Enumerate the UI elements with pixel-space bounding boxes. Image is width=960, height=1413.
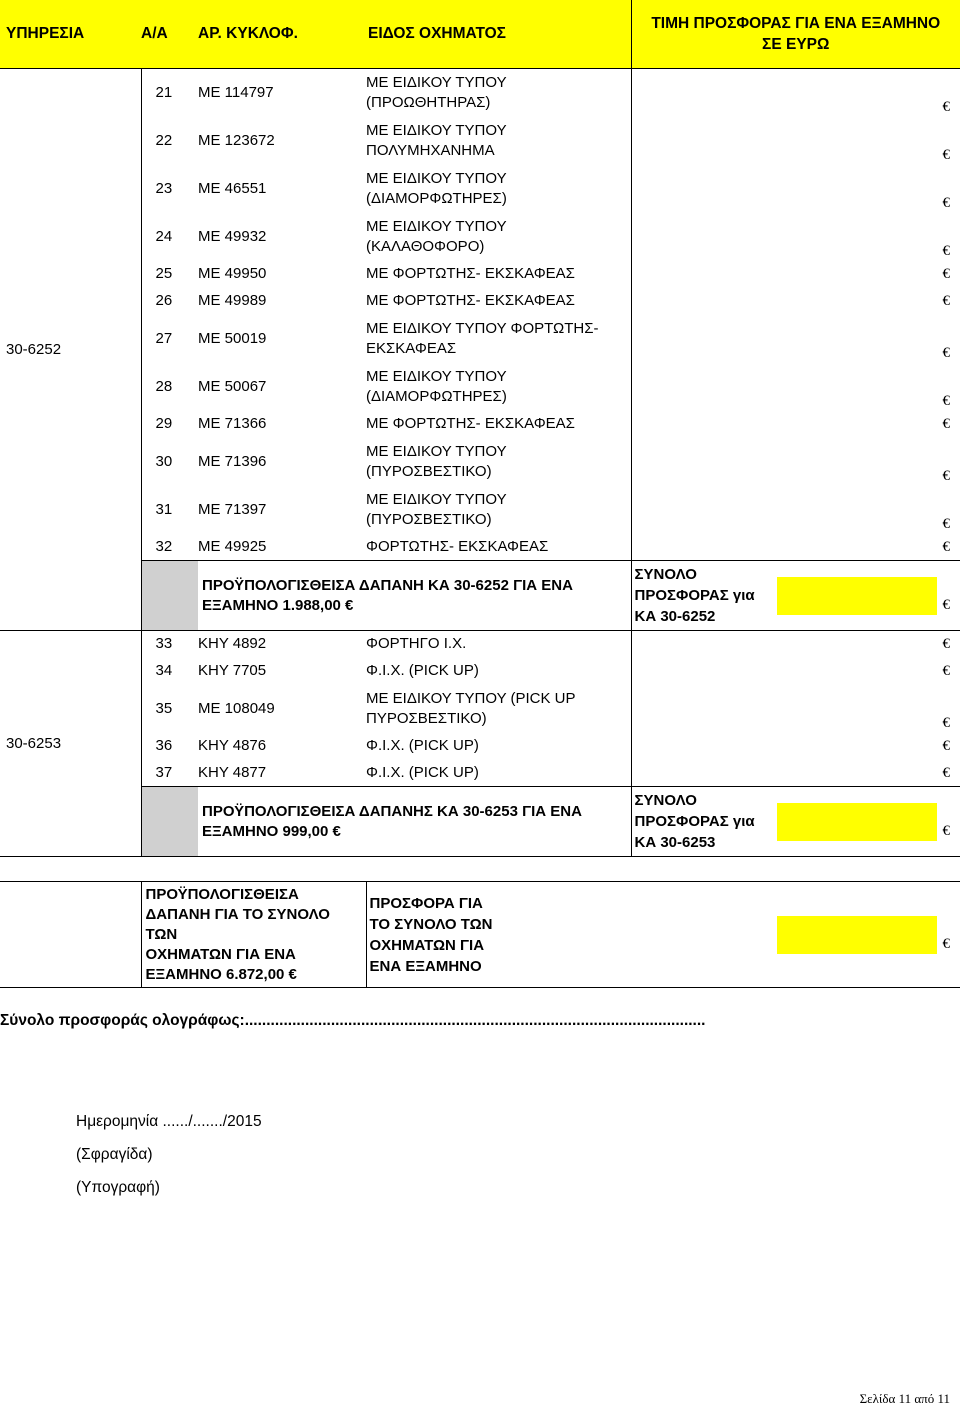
registration-number: ΜΕ 49989: [198, 292, 267, 309]
grand-offer-wrap: [370, 893, 951, 977]
vehicle-type-line1: ΜΕ ΕΙΔΙΚΟΥ ΤΥΠΟΥ (PICK UP: [366, 689, 576, 707]
table-row: [0, 438, 960, 486]
budget-text-line2: ΕΞΑΜΗΝΟ 1.988,00 €: [202, 596, 354, 614]
price-cell[interactable]: [631, 165, 960, 213]
total-label-line1: ΣΥΝΟΛΟ: [634, 792, 697, 809]
group-summary-row: [0, 561, 960, 631]
table-row: [0, 733, 960, 760]
grand-box-wrap: [777, 916, 951, 954]
registration-number: ΜΕ 71366: [198, 415, 267, 432]
vehicle-type-line1: ΜΕ ΦΟΡΤΩΤΗΣ- ΕΚΣΚΑΦΕΑΣ: [366, 265, 575, 282]
row-number: 31: [155, 500, 173, 518]
table-row: [0, 165, 960, 213]
registration-number: ΜΕ 49925: [198, 537, 267, 555]
grand-budget-text: [141, 882, 366, 988]
total-label-line3: ΚΑ 30-6252: [634, 608, 716, 625]
price-cell[interactable]: [631, 534, 960, 561]
euro-sign: €: [942, 764, 950, 781]
vehicle-type-line2: (ΠΥΡΟΣΒΕΣΤΙΚΟ): [366, 510, 492, 528]
registration-number: ΜΕ 50067: [198, 377, 267, 395]
euro-sign: €: [942, 293, 950, 309]
vehicle-type-line1: ΜΕ ΕΙΔΙΚΟΥ ΤΥΠΟΥ: [366, 169, 507, 187]
vehicle-type-line1: ΜΕ ΕΙΔΙΚΟΥ ΤΥΠΟΥ: [366, 217, 507, 235]
vehicle-type: [366, 288, 631, 315]
table-row: [0, 685, 960, 733]
euro-sign: €: [942, 146, 950, 163]
budget-text: [198, 561, 631, 631]
price-cell[interactable]: [631, 261, 960, 288]
total-label: [635, 564, 755, 627]
vehicle-type-line1: ΦΟΡΤΩΤΗΣ- ΕΚΣΚΑΦΕΑΣ: [366, 537, 549, 555]
grand-label-line2: ΤΟ ΣΥΝΟΛΟ ΤΩΝ: [369, 915, 493, 933]
euro-sign: €: [942, 344, 950, 361]
vehicle-type: [366, 315, 631, 363]
grand-label: [370, 893, 493, 977]
registration-number: ΜΕ 50019: [198, 329, 267, 347]
vehicle-type: [366, 363, 631, 411]
vehicle-type-line2: ΠΟΛΥΜΗΧΑΝΗΜΑ: [366, 141, 495, 159]
price-cell[interactable]: [631, 363, 960, 411]
price-cell[interactable]: [631, 486, 960, 534]
euro-sign: €: [942, 935, 950, 952]
table-row: [0, 486, 960, 534]
vehicle-type-line2: (ΠΡΟΩΘΗΤΗΡΑΣ): [366, 93, 491, 111]
vehicle-type-line1: Φ.Ι.Χ. (PICK UP): [366, 662, 479, 679]
vehicle-type: [366, 438, 631, 486]
table-row: [0, 69, 960, 117]
total-offer-wrap: [635, 790, 951, 853]
price-cell[interactable]: [631, 315, 960, 363]
budget-text-line2: ΕΞΑΜΗΝΟ 999,00 €: [202, 822, 341, 840]
price-cell[interactable]: [631, 411, 960, 438]
table-row: [0, 658, 960, 685]
euro-sign: €: [942, 714, 950, 731]
euro-sign: €: [942, 738, 950, 754]
total-label-line2: ΠΡΟΣΦΟΡΑΣ για: [634, 813, 755, 830]
vehicle-type: [366, 261, 631, 288]
vehicle-type: [366, 760, 631, 787]
euro-sign: €: [942, 467, 950, 484]
vehicle-type-line1: ΜΕ ΕΙΔΙΚΟΥ ΤΥΠΟΥ: [366, 442, 507, 460]
row-number: 36: [155, 737, 173, 754]
euro-sign: €: [942, 822, 950, 839]
grand-offer-cell: [366, 882, 960, 988]
euro-sign: €: [942, 515, 950, 532]
spacer-row: [0, 857, 960, 882]
group-summary-row: [0, 787, 960, 857]
header-price-line1: ΤΙΜΗ ΠΡΟΣΦΟΡΑΣ ΓΙΑ ΕΝΑ ΕΞΑΜΗΝΟ: [651, 15, 941, 32]
euro-sign: €: [942, 98, 950, 115]
total-label-line1: ΣΥΝΟΛΟ: [634, 566, 697, 583]
vehicle-type-line1: ΜΕ ΕΙΔΙΚΟΥ ΤΥΠΟΥ ΦΟΡΤΩΤΗΣ-: [366, 319, 599, 337]
euro-sign: €: [942, 636, 950, 653]
row-number: 22: [155, 131, 173, 149]
signature-line: (Υπογραφή): [76, 1179, 160, 1196]
price-cell[interactable]: [631, 438, 960, 486]
vehicle-type-line1: ΦΟΡΤΗΓΟ Ι.Χ.: [366, 635, 467, 653]
header-reg: ΑΡ. ΚΥΚΛΟΦ.: [198, 0, 366, 69]
total-input-box[interactable]: [777, 577, 937, 615]
euro-sign: €: [942, 416, 950, 432]
spacer-cell: [0, 857, 960, 882]
header-aa: Α/Α: [141, 0, 198, 69]
table-row: [0, 534, 960, 561]
registration-number: ΜΕ 123672: [198, 131, 275, 149]
table-header: [0, 0, 960, 69]
row-number: 25: [155, 265, 173, 282]
vehicle-type: [366, 486, 631, 534]
euro-sign: €: [942, 663, 950, 679]
vehicle-type: [366, 685, 631, 733]
vehicle-type-line1: ΜΕ ΕΙΔΙΚΟΥ ΤΥΠΟΥ: [366, 73, 507, 91]
registration-number: ΜΕ 108049: [198, 699, 275, 717]
vehicle-type-line1: ΜΕ ΕΙΔΙΚΟΥ ΤΥΠΟΥ: [366, 490, 507, 508]
euro-sign: €: [942, 392, 950, 409]
page-footer: Σελίδα 11 από 11: [859, 1391, 950, 1406]
grand-total-row: [0, 882, 960, 988]
blank-cell: [0, 882, 141, 988]
date-line: Ημερομηνία ....../......./2015: [76, 1113, 262, 1130]
price-cell[interactable]: [631, 658, 960, 685]
total-box-wrap: [777, 803, 951, 841]
table-row: [0, 288, 960, 315]
price-cell[interactable]: [631, 760, 960, 787]
row-number: 28: [155, 377, 173, 395]
vehicle-type-line1: Φ.Ι.Χ. (PICK UP): [366, 763, 479, 781]
budget-text-line1: ΠΡΟΫΠΟΛΟΓΙΣΘΕΙΣΑ ΔΑΠΑΝΗΣ ΚΑ 30-6253 ΓΙΑ ΕΝΑ: [202, 802, 582, 820]
total-offer-cell: [631, 561, 960, 631]
row-number: 24: [155, 227, 173, 245]
budget-text-line1: ΠΡΟΫΠΟΛΟΓΙΣΘΕΙΣΑ ΔΑΠΑΝΗ ΚΑ 30-6252 ΓΙΑ ΕΝΑ: [202, 576, 573, 594]
total-offer-cell: [631, 787, 960, 857]
price-cell[interactable]: [631, 117, 960, 165]
euro-sign: €: [942, 266, 950, 282]
header-price: [631, 0, 960, 69]
row-number: 23: [155, 179, 173, 197]
euro-sign: €: [942, 538, 950, 555]
row-number: 34: [155, 662, 173, 679]
total-input-box[interactable]: [777, 803, 937, 841]
price-cell[interactable]: [631, 685, 960, 733]
total-label-line2: ΠΡΟΣΦΟΡΑΣ για: [634, 587, 755, 604]
total-in-words: Σύνολο προσφοράς ολογράφως:...........................................................................................................: [0, 1012, 706, 1029]
vehicle-type-line2: (ΚΑΛΑΘΟΦΟΡΟ): [366, 237, 485, 255]
table-row: [0, 117, 960, 165]
vehicle-type-line1: ΜΕ ΕΙΔΙΚΟΥ ΤΥΠΟΥ: [366, 121, 507, 139]
row-number: 32: [155, 537, 173, 555]
table-row: [0, 631, 960, 658]
vehicle-type-line2: ΕΚΣΚΑΦΕΑΣ: [366, 339, 457, 357]
row-number: 21: [155, 83, 173, 101]
vehicle-type-line2: (ΔΙΑΜΟΡΦΩΤΗΡΕΣ): [366, 387, 507, 405]
row-number: 27: [155, 329, 173, 347]
vehicle-type: [366, 117, 631, 165]
vehicle-type-line2: (ΔΙΑΜΟΡΦΩΤΗΡΕΣ): [366, 189, 507, 207]
table-row: [0, 760, 960, 787]
vehicle-type-line1: ΜΕ ΦΟΡΤΩΤΗΣ- ΕΚΣΚΑΦΕΑΣ: [366, 415, 575, 432]
grand-text-line1: ΠΡΟΫΠΟΛΟΓΙΣΘΕΙΣΑ ΔΑΠΑΝΗ ΓΙΑ ΤΟ ΣΥΝΟΛΟ ΤΩΝ: [145, 885, 330, 943]
price-cell[interactable]: [631, 631, 960, 658]
euro-sign: €: [942, 194, 950, 211]
grand-input-box[interactable]: [777, 916, 937, 954]
price-cell[interactable]: [631, 69, 960, 117]
grand-label-line1: ΠΡΟΣΦΟΡΑ ΓΙΑ: [369, 894, 483, 912]
shaded-cell: [141, 561, 198, 631]
total-label: [635, 790, 755, 853]
table-row: [0, 363, 960, 411]
row-number: 26: [155, 292, 173, 309]
vehicle-type-line2: ΠΥΡΟΣΒΕΣΤΙΚΟ): [366, 709, 487, 727]
vehicle-type-line1: ΜΕ ΕΙΔΙΚΟΥ ΤΥΠΟΥ: [366, 367, 507, 385]
vehicle-type: [366, 69, 631, 117]
service-code: 30-6253: [0, 631, 141, 857]
grand-label-line4: ΕΝΑ ΕΞΑΜΗΝΟ: [369, 957, 482, 975]
registration-number: ΚΗΥ 4892: [198, 635, 267, 653]
price-cell[interactable]: [631, 213, 960, 261]
price-cell[interactable]: [631, 288, 960, 315]
row-number: 29: [155, 415, 173, 432]
vehicle-type: [366, 411, 631, 438]
registration-number: ΜΕ 114797: [198, 83, 274, 101]
header-price-line2: ΣΕ ΕΥΡΩ: [762, 36, 830, 53]
vehicle-type: [366, 631, 631, 658]
vehicle-type: [366, 534, 631, 561]
total-offer-wrap: [635, 564, 951, 627]
shaded-cell: [141, 787, 198, 857]
table-row: [0, 315, 960, 363]
header-type: ΕΙΔΟΣ ΟΧΗΜΑΤΟΣ: [366, 0, 631, 69]
registration-number: ΚΗΥ 4876: [198, 737, 267, 754]
euro-sign: €: [942, 242, 950, 259]
stamp-line: (Σφραγίδα): [76, 1146, 153, 1163]
table-row: [0, 411, 960, 438]
euro-sign: €: [942, 596, 950, 613]
service-code: 30-6252: [0, 69, 141, 631]
registration-number: ΜΕ 46551: [198, 179, 267, 197]
vehicle-type-line1: ΜΕ ΦΟΡΤΩΤΗΣ- ΕΚΣΚΑΦΕΑΣ: [366, 292, 575, 309]
table-row: [0, 213, 960, 261]
registration-number: ΜΕ 71396: [198, 452, 267, 470]
row-number: 35: [155, 699, 173, 717]
registration-number: ΜΕ 71397: [198, 500, 267, 518]
vehicle-type: [366, 733, 631, 760]
grand-text-line2: ΟΧΗΜΑΤΩΝ ΓΙΑ ΕΝΑ ΕΞΑΜΗΝΟ 6.872,00 €: [145, 945, 297, 983]
total-label-line3: ΚΑ 30-6253: [634, 834, 716, 851]
vehicle-type-line1: Φ.Ι.Χ. (PICK UP): [366, 737, 479, 754]
vehicle-type-line2: (ΠΥΡΟΣΒΕΣΤΙΚΟ): [366, 462, 492, 480]
row-number: 37: [155, 763, 173, 781]
total-box-wrap: [777, 577, 951, 615]
registration-number: ΚΗΥ 4877: [198, 763, 267, 781]
vehicle-type: [366, 165, 631, 213]
budget-text: [198, 787, 631, 857]
price-cell[interactable]: [631, 733, 960, 760]
table-row: [0, 261, 960, 288]
row-number: 33: [155, 635, 173, 653]
row-number: 30: [155, 452, 173, 470]
vehicle-type: [366, 658, 631, 685]
vehicle-type: [366, 213, 631, 261]
grand-label-line3: ΟΧΗΜΑΤΩΝ ΓΙΑ: [369, 936, 485, 954]
registration-number: ΚΗΥ 7705: [198, 662, 267, 679]
registration-number: ΜΕ 49950: [198, 265, 267, 282]
registration-number: ΜΕ 49932: [198, 227, 267, 245]
header-service: ΥΠΗΡΕΣΙΑ: [0, 0, 141, 69]
